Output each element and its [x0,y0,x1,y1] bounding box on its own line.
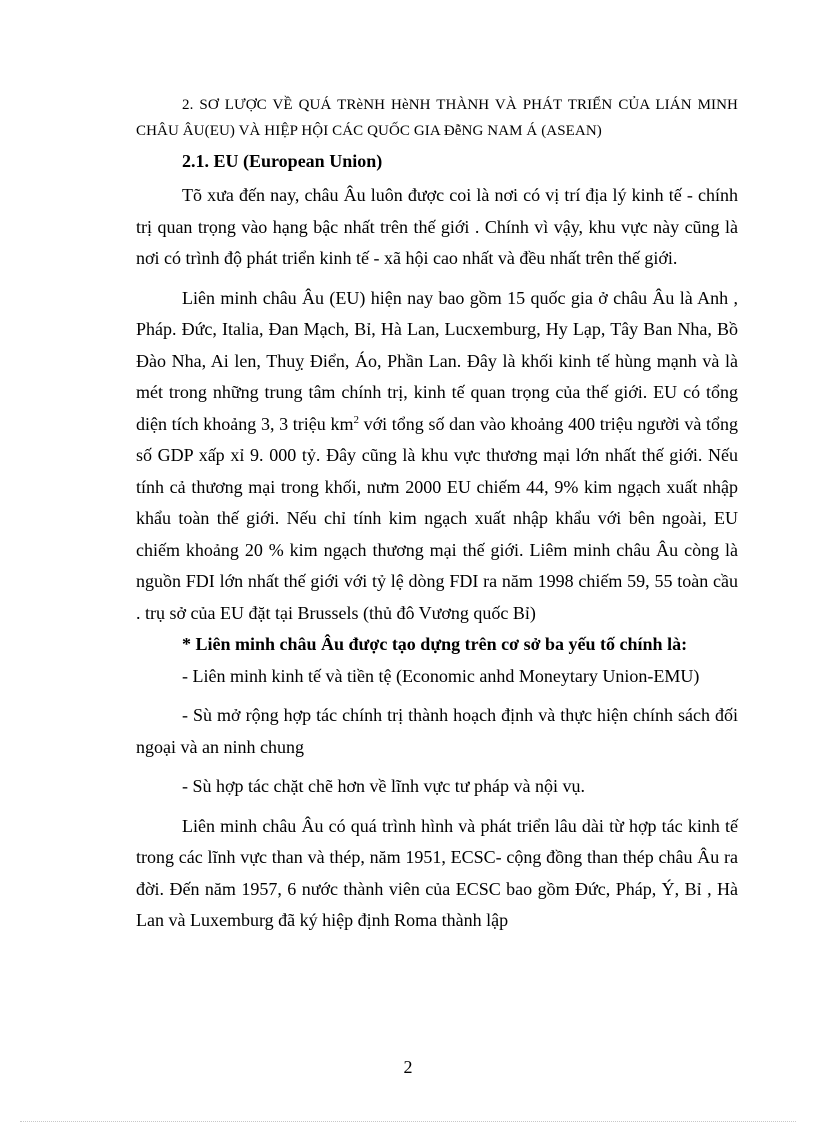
paragraph-eu-members-part1: Liên minh châu Âu (EU) hiện nay bao gồm 15 quốc gia ở châu Âu là Anh , Pháp. Đức, Italia, Đan Mạch, Bỉ, Hà Lan, Lucxemburg, Hy Lạp, Tây Ban Nha, Bồ Đào Nha, Ai len, Thuỵ Điển, Áo, Phần Lan. Đây là khối kinh tế hùng mạnh và là mét trong những trung tâm chính trị, kinh tế quan trọng của thế giới. EU có tổng diện tích khoảng 3, 3 triệu km [136,287,738,434]
bold-statement: * Liên minh châu Âu được tạo dựng trên cơ sở ba yếu tố chính là: [182,634,688,654]
paragraph-history: Liên minh châu Âu có quá trình hình và phát triển lâu dài từ hợp tác kinh tế trong các lĩnh vực than và thép, năm 1951, ECSC- cộng đồng than thép châu Âu ra đời. Đến năm 1957, 6 nước thành viên của ECSC bao gồm Đức, Pháp, Ý, Bỉ , Hà Lan và Luxemburg đã ký hiệp định Roma thành lập [136,815,738,930]
document-body [136,92,738,937]
page-number: 2 [403,1057,413,1077]
paragraph-eu-members [136,283,738,630]
dash-item-politics: - Sù mở rộng hợp tác chính trị thành hoạch định và thực hiện chính sách đối ngoại và an ninh chung [136,705,738,757]
dash-item-emu: - Liên minh kinh tế và tiền tệ (Economic anhd Moneytary Union-EMU) [182,665,700,686]
paragraph-intro: Tõ xưa đến nay, châu Âu luôn được coi là nơi có vị trí địa lý kinh tế - chính trị quan trọng vào hạng bậc nhất trên thế giới . Chính vì vậy, khu vực này cũng là nơi có trình độ phát triển kinh tế - xã hội cao nhất và đều nhất trên thế giới. [136,185,738,268]
subsection-heading: 2.1. EU (European Union) [182,151,383,171]
paragraph-eu-members-part2: với tổng số dan vào khoảng 400 triệu người và tổng số GDP xấp xỉ 9. 000 tỷ. Đây cũng là khu vực thương mại lớn nhất thế giới. Nếu tính cả thương mại trong khối, nưm 2000 EU chiếm 44, 9% kim ngạch xuất nhập khẩu toàn thế giới. Nếu chỉ tính kim ngạch xuất nhập khẩu với bên ngoài, EU chiếm khoảng 20 % kim ngạch thương mại thế giới. Liêm minh châu Âu còng là nguồn FDI lớn nhất thế giới với tỷ lệ dòng FDI ra năm 1998 chiếm 59, 55 toàn cầu . trụ sở của EU đặt tại Brussels (thủ đô Vương quốc Bỉ) [136,413,738,623]
page-bottom-divider [20,1121,796,1122]
superscript-square: 2 [353,413,359,426]
section-heading: 2. SƠ LƯỢC VỀ QUÁ TRèNH HèNH THÀNH VÀ PHÁT TRIỂN CỦA LIÁN MINH CHÂU ÂU(EU) VÀ HIỆP HỘI CÁC QUỐC GIA ĐễNG NAM Á (ASEAN) [136,97,738,139]
dash-item-justice: - Sù hợp tác chặt chẽ hơn về lĩnh vực tư pháp và nội vụ. [182,776,585,796]
